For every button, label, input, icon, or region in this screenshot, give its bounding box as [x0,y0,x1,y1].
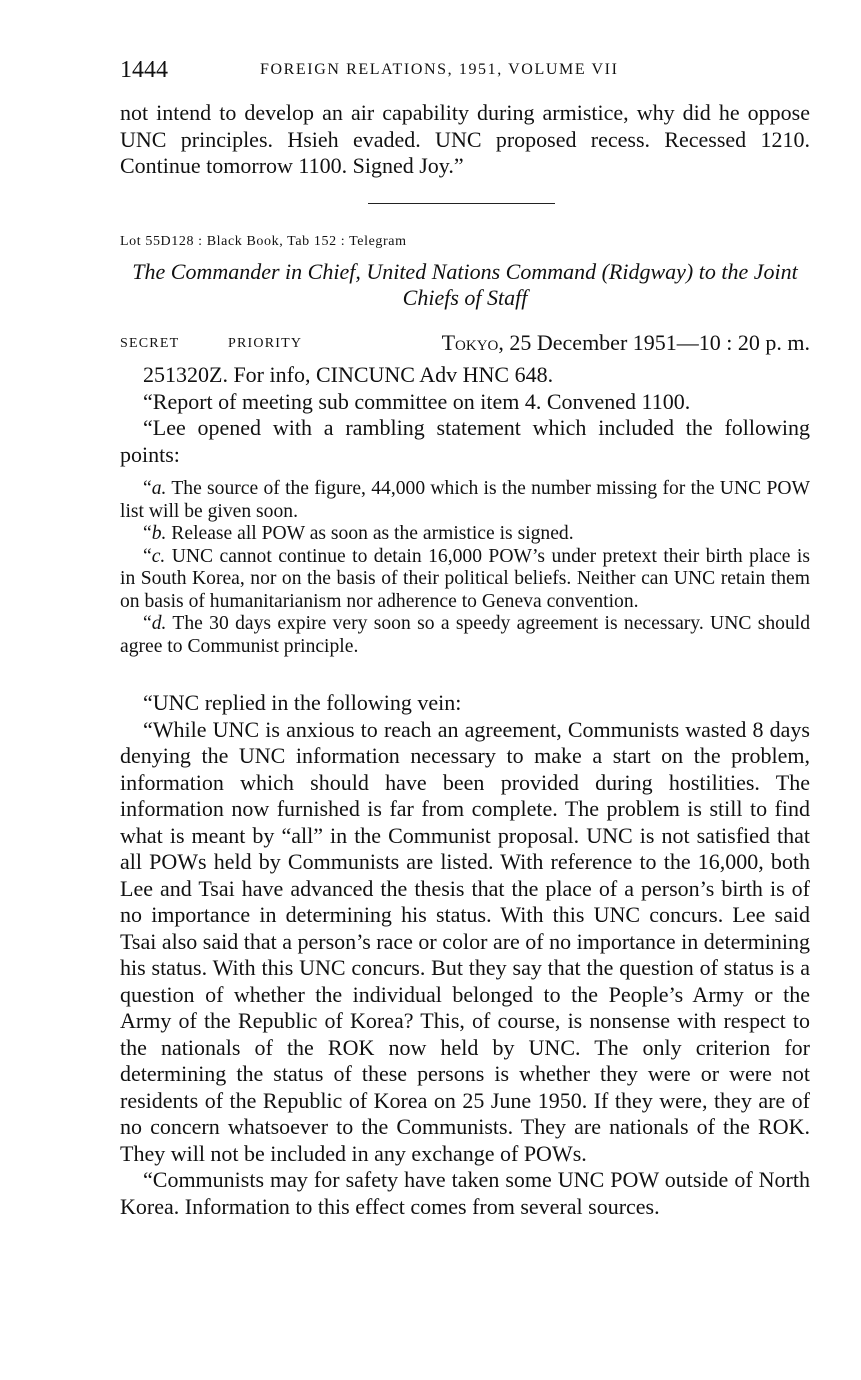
dateline-date: , 25 December 1951—10 : 20 p. m. [498,330,810,355]
unc-reply-block [120,690,810,1220]
point-d-text: The 30 days expire very soon so a speedy agreement is necessary. UNC should agree to Communist principle. [120,613,810,657]
page-header [120,56,810,86]
point-b-label: b. [151,523,167,544]
point-a-text: The source of the figure, 44,000 which is the number missing for the UNC POW list will be given soon. [120,478,810,522]
section-divider [368,203,555,204]
reference-line: 251320Z. For info, CINCUNC Adv HNC 648. [143,362,554,387]
point-a: “a. The source of the figure, 44,000 which is the number missing for the UNC POW list will be given soon. [120,478,810,522]
telegram-meta-row [120,330,810,358]
priority-label: PRIORITY [228,336,303,351]
unc-reply-final: “Communists may for safety have taken some UNC POW outside of North Korea. Information to this effect comes from several sources. [120,1167,810,1219]
point-c-label: c. [151,545,166,567]
point-b-text: Release all POW as soon as the armistice is signed. [166,523,574,544]
continuation-paragraph [120,100,810,180]
point-d: “d. The 30 days expire very soon so a speedy agreement is necessary. UNC should agree to Communist principle. [120,613,810,657]
running-head: FOREIGN RELATIONS, 1951, VOLUME VII [260,61,619,78]
dateline-place: Tokyo [441,330,499,355]
unc-reply-intro: “UNC replied in the following vein: [143,690,462,715]
point-a-label: a. [151,478,167,499]
lee-statement-intro: “Lee opened with a rambling statement which included the following points: [120,415,810,467]
lee-points-block [120,478,810,658]
continuation-text: not intend to develop an air capability during armistice, why did he oppose UNC principles. Hsieh evaded. UNC proposed recess. Recessed 1210. Continue tomorrow 1100. Signed Joy.” [120,100,810,178]
source-note: Lot 55D128 : Black Book, Tab 152 : Telegram [120,234,407,249]
point-b: “b. Release all POW as soon as the armistice is signed. [143,523,574,544]
point-d-label: d. [151,613,167,634]
page-number: 1444 [120,57,168,83]
opening-paragraphs [120,362,810,468]
classification-label: SECRET [120,336,180,351]
document-title: The Commander in Chief, United Nations Command (Ridgway) to the Joint Chiefs of Staff [132,259,798,310]
dateline [442,330,810,356]
point-c-text: UNC cannot continue to detain 16,000 POW’s under pretext their birth place is in South Korea, nor on the basis of their political beliefs. Neither can UNC retain them on basis of humanitarianism nor adherence to Geneva convention. [120,545,810,612]
unc-reply-body: “While UNC is anxious to reach an agreement, Communists wasted 8 days denying the UNC information necessary to make a start on the problem, information which should have been provided during hostilities. The information now furnished is far from complete. The problem is still to find what is meant by “all” in the Communist proposal. UNC is not satisfied that all POWs held by Communists are listed. With reference to the 16,000, both Lee and Tsai have advanced the thesis that the place of a person’s birth is of no importance in determining his status. With this UNC concurs. Lee said Tsai also said that a person’s race or color are of no importance in determining his status. With this UNC concurs. But they say that the question of status is a question of whether the individual belonged to the People’s Army or the Army of the Republic of Korea? This, of course, is nonsense with respect to the nationals of the ROK now held by UNC. The only criterion for determining the status of these persons is whether they were or were not residents of the Republic of Korea on 25 June 1950. If they were, they are of no concern whatsoever to the Communists. They are nationals of the ROK. They will not be included in any exchange of POWs. [120,716,811,1166]
report-line: “Report of meeting sub committee on item 4. Convened 1100. [143,388,691,414]
point-c: “c. UNC cannot continue to detain 16,000 POW’s under pretext their birth place is in South Korea, nor on the basis of their political beliefs. Neither can UNC retain them on basis of humanitarianism nor adherence to Geneva convention. [120,545,810,612]
